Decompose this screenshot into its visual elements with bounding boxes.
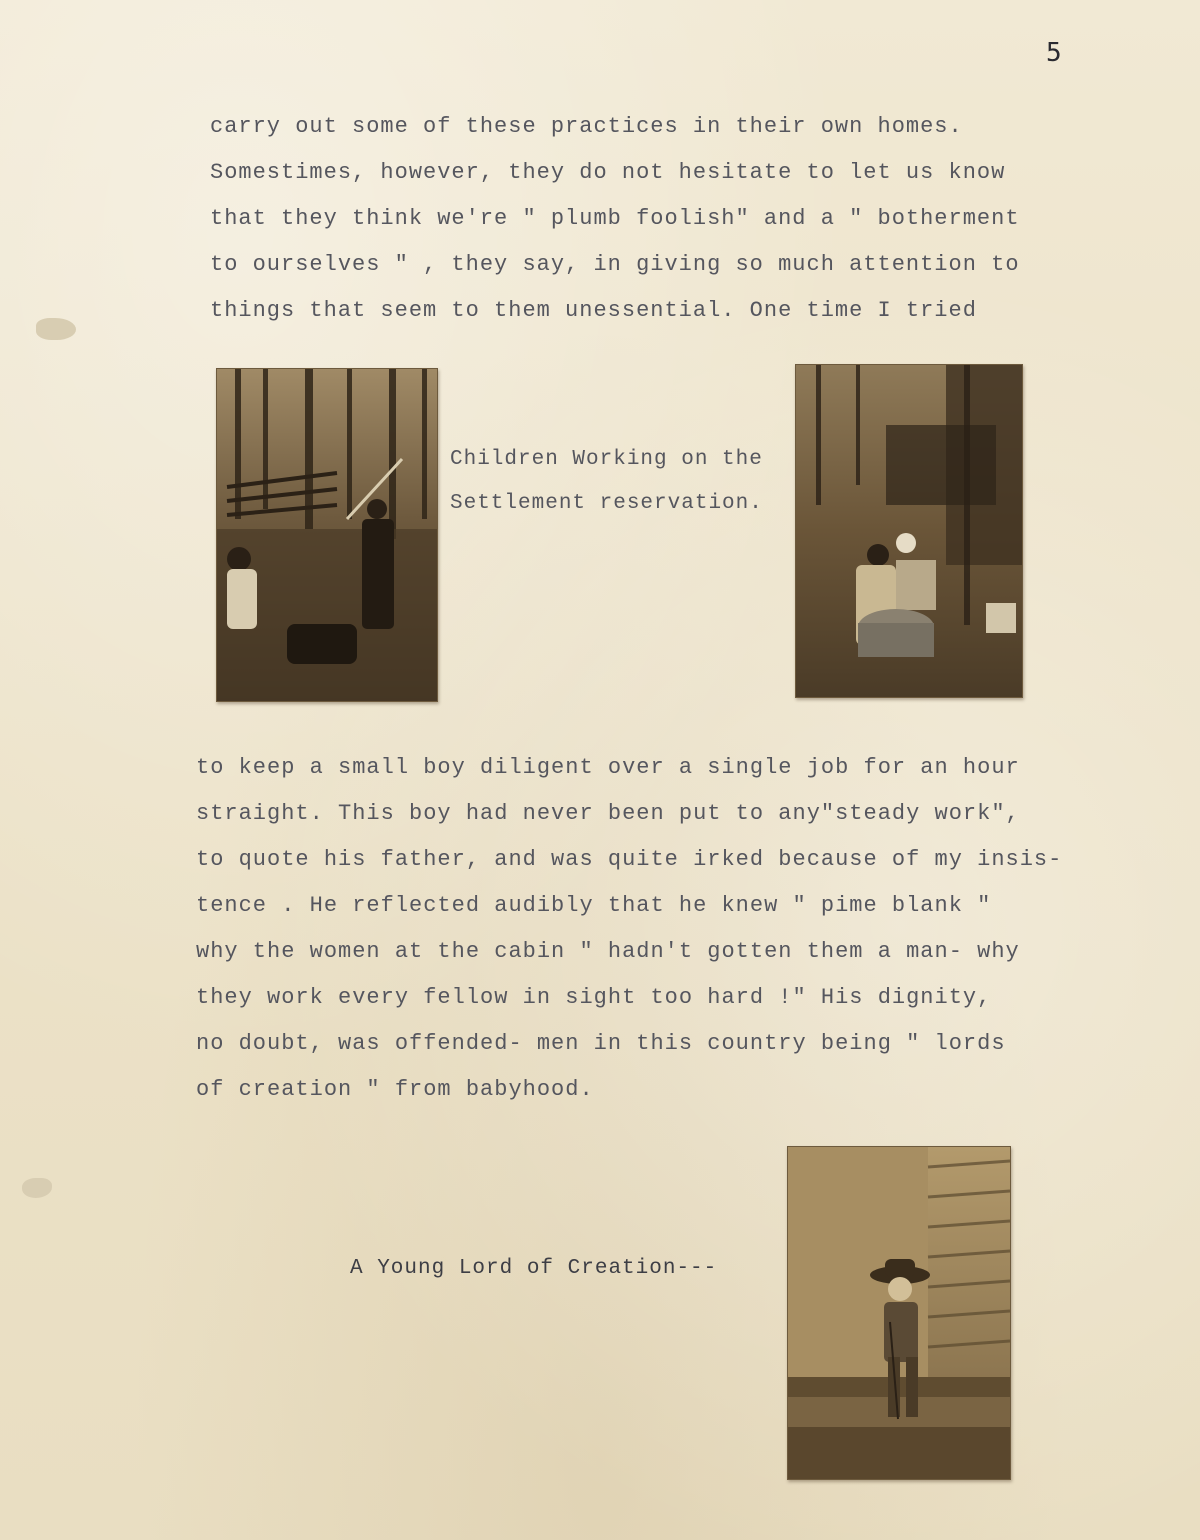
paragraph-top [210,104,1020,334]
torn-edge-mark [22,1178,52,1198]
paragraph-bottom [196,745,1062,1113]
women-at-washtub-photo [795,364,1023,698]
paragraph-line: tence . He reflected audibly that he knew " pime blank " [196,893,992,918]
children-in-woods-photo [216,368,438,702]
young-boy-in-hat-photo [787,1146,1011,1480]
paragraph-line: to quote his father, and was quite irked because of my insis- [196,847,1063,872]
caption-line: Children Working on the [450,448,763,471]
paragraph-line: no doubt, was offended- men in this country being " lords [196,1031,1006,1056]
photo-caption-young-lord: A Young Lord of Creation--- [350,1257,718,1280]
paragraph-line: Somestimes, however, they do not hesitate to let us know [210,160,1006,185]
paragraph-line: that they think we're " plumb foolish" and a " botherment [210,206,1020,231]
paragraph-line: things that seem to them unessential. One time I tried [210,298,977,323]
paragraph-line: why the women at the cabin " hadn't gotten them a man- why [196,939,1020,964]
paragraph-line: carry out some of these practices in their own homes. [210,114,963,139]
paragraph-line: to keep a small boy diligent over a single job for an hour [196,755,1020,780]
photo-caption-children [450,438,763,526]
paragraph-line: straight. This boy had never been put to any"steady work", [196,801,1020,826]
paragraph-line: they work every fellow in sight too hard !" His dignity, [196,985,992,1010]
torn-edge-mark [36,318,76,340]
page-number: 5 [1046,38,1062,68]
caption-line: Settlement reservation. [450,492,763,515]
paragraph-line: to ourselves " , they say, in giving so much attention to [210,252,1020,277]
paragraph-line: of creation " from babyhood. [196,1077,594,1102]
